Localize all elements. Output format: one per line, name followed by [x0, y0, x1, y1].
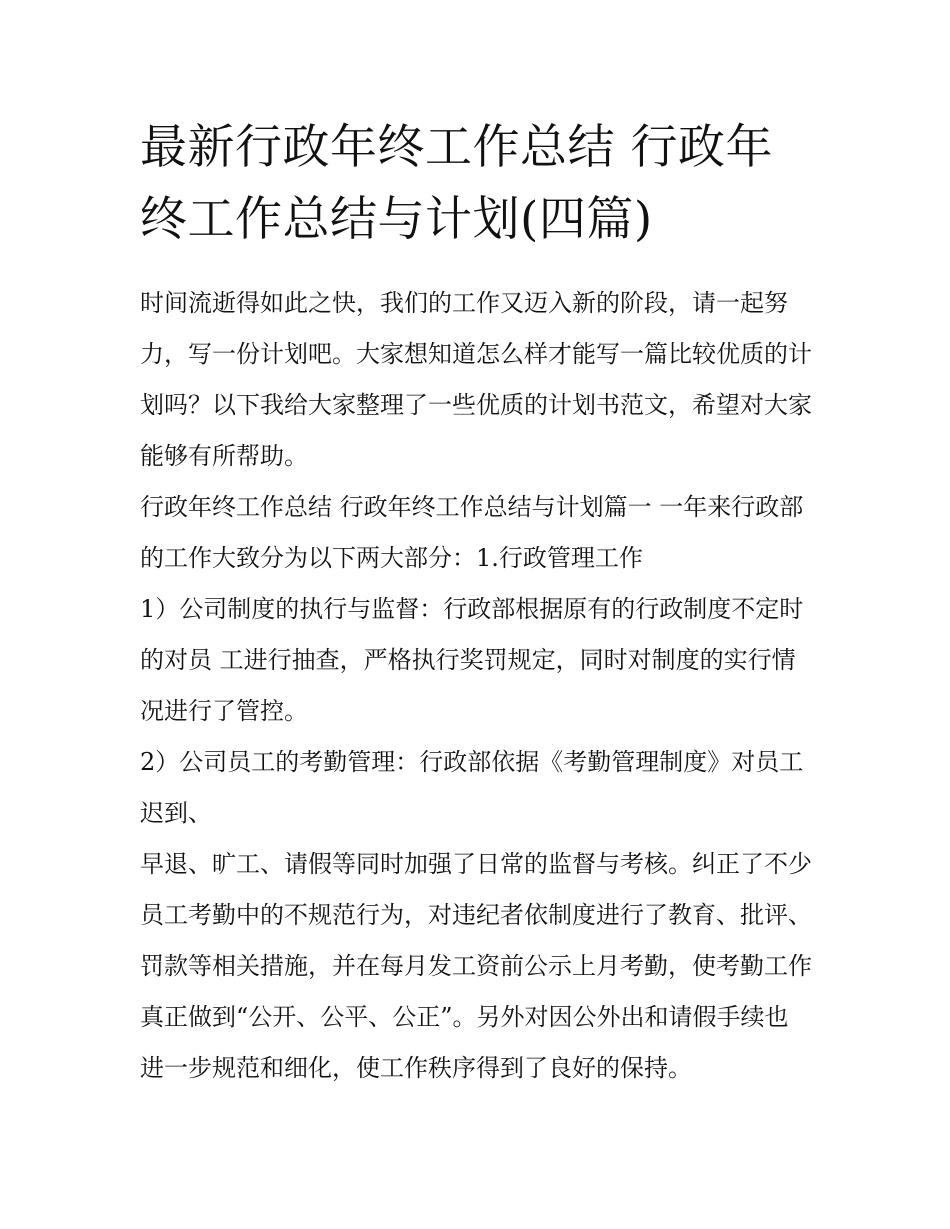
intro-paragraph: 时间流逝得如此之快，我们的工作又迈入新的阶段，请一起努力，写一份计划吧。大家想知道怎么样才能写一篇比较优质的计划吗？以下我给大家整理了一些优质的计划书范文，希望对大家能够有所帮助。	[140, 289, 812, 470]
document-title: 最新行政年终工作总结 行政年终工作总结与计划(四篇)	[140, 120, 773, 247]
item-1-paragraph: 1）公司制度的执行与监督：行政部根据原有的行政制度不定时的对员 工进行抽查，严格执行奖罚规定，同时对制度的实行情况进行了管控。	[140, 595, 804, 725]
section-heading-paragraph: 行政年终工作总结 行政年终工作总结与计划篇一 一年来行政部的工作大致分为以下两大部分：1.行政管理工作	[140, 493, 804, 572]
document-body	[140, 112, 812, 1094]
attendance-detail-paragraph: 早退、旷工、请假等同时加强了日常的监督与考核。纠正了不少员工考勤中的不规范行为，对违纪者依制度进行了教育、批评、罚款等相关措施，并在每月发工资前公示上月考勤，使考勤工作真正做到“公开、公平、公正”。另外对因公外出和请假手续也进一步规范和细化，使工作秩序得到了良好的保持。	[140, 850, 812, 1082]
item-2-paragraph: 2）公司员工的考勤管理：行政部依据《考勤管理制度》对员工迟到、	[140, 748, 804, 827]
